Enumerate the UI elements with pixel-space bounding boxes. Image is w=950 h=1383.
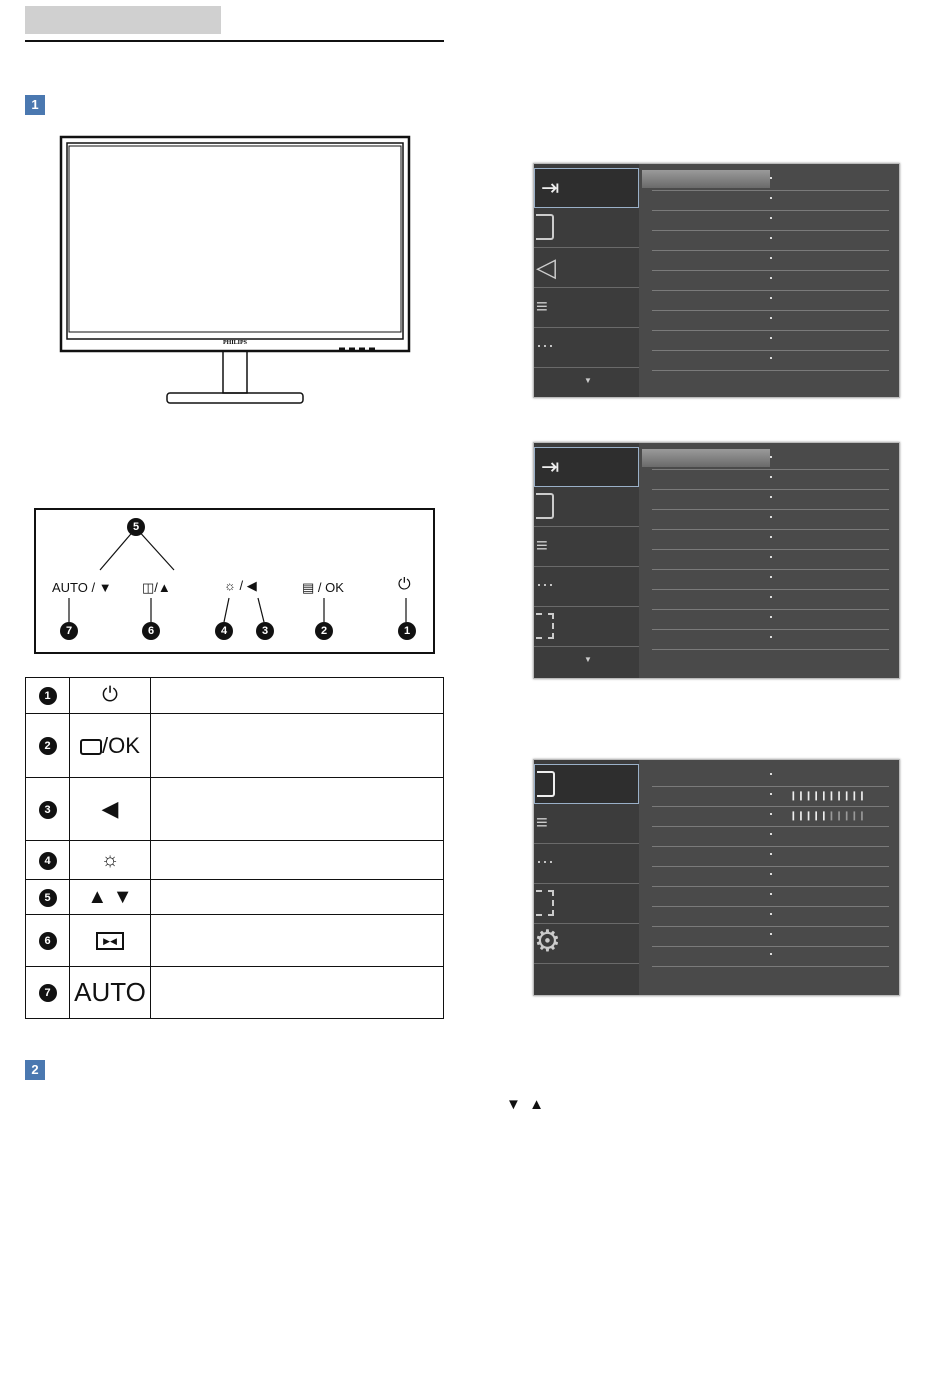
monitor-illustration xyxy=(55,130,415,410)
osd-picture-item[interactable] xyxy=(534,208,639,248)
osd-picture-item[interactable] xyxy=(534,764,639,804)
picture-icon xyxy=(536,493,554,519)
speaker-icon: ◁ xyxy=(536,252,556,282)
button-panel xyxy=(34,508,435,654)
language-icon: ⋯ xyxy=(536,336,554,356)
osd-color-item[interactable] xyxy=(534,527,639,567)
color-icon: ≡ xyxy=(536,812,548,834)
left-arrow-icon: ◀ xyxy=(246,578,257,593)
table-row: 2 /OK xyxy=(26,714,444,778)
osd-picture-item[interactable] xyxy=(534,487,639,527)
brightness-left-button[interactable]: ☼ / ◀ xyxy=(224,578,257,593)
scroll-down-icon[interactable]: ▼ xyxy=(584,655,592,664)
language-icon: ⋯ xyxy=(536,575,554,595)
osd-language-item[interactable] xyxy=(534,844,639,884)
osd-setting-item[interactable] xyxy=(534,884,639,924)
osd-color-item[interactable] xyxy=(534,804,639,844)
picture-icon xyxy=(537,771,555,797)
down-arrow-icon: ▼ xyxy=(98,580,112,595)
wide-format-icon: ◫ xyxy=(142,580,155,595)
brightness-level-bar[interactable]: ❙❙❙❙❙❙❙❙❙❙ xyxy=(790,789,867,802)
osd-audio-item[interactable] xyxy=(534,248,639,288)
power-icon: ⏻ xyxy=(70,678,151,714)
callout-5: 5 xyxy=(127,518,145,536)
table-row: 1 ⏻ xyxy=(26,678,444,714)
wide-format-icon: ▶◀ xyxy=(70,915,151,967)
brightness-icon: ☼ xyxy=(224,578,236,593)
table-row: 6 ▶◀ xyxy=(26,915,444,967)
callout-3: 3 xyxy=(256,622,274,640)
menu-icon: ▤ xyxy=(302,580,315,595)
menu-ok-button[interactable]: ▤ / OK xyxy=(302,580,344,595)
power-button[interactable] xyxy=(398,576,411,594)
up-down-arrows-icon: ▲ ▼ xyxy=(70,880,151,915)
color-icon: ≡ xyxy=(536,296,548,318)
table-row: 4 ☼ xyxy=(26,841,444,880)
section-badge-2: 2 xyxy=(25,1060,45,1080)
osd-menu-3 xyxy=(533,759,900,996)
table-row: 7 AUTO xyxy=(26,967,444,1019)
osd-color-item[interactable] xyxy=(534,288,639,328)
down-up-arrows-icon: ▼ ▲ xyxy=(506,1096,545,1113)
format-up-button[interactable]: ◫/▲ xyxy=(142,580,171,595)
section-badge-1: 1 xyxy=(25,95,45,115)
callout-2: 2 xyxy=(315,622,333,640)
brightness-icon: ☼ xyxy=(70,841,151,880)
table-row: 3 ◀ xyxy=(26,778,444,841)
callout-7: 7 xyxy=(60,622,78,640)
picture-icon xyxy=(536,214,554,240)
osd-language-item[interactable] xyxy=(534,567,639,607)
color-icon: ≡ xyxy=(536,535,548,557)
osd-setting-icon xyxy=(536,613,554,639)
auto-text-icon: AUTO xyxy=(70,967,151,1019)
osd-setting-icon xyxy=(536,890,554,916)
header-tab xyxy=(25,6,221,34)
header-rule xyxy=(25,40,444,42)
osd-menu-2 xyxy=(533,442,900,679)
osd-setting-item[interactable] xyxy=(534,607,639,647)
osd-language-item[interactable] xyxy=(534,328,639,368)
language-icon: ⋯ xyxy=(536,852,554,872)
callout-1: 1 xyxy=(398,622,416,640)
osd-menu-1 xyxy=(533,163,900,398)
key-table xyxy=(25,677,444,1019)
left-arrow-icon: ◀ xyxy=(70,778,151,841)
power-icon: ⏻ xyxy=(398,576,411,593)
osd-input-item[interactable] xyxy=(534,168,639,208)
osd-input-item[interactable] xyxy=(534,447,639,487)
menu-ok-icon: /OK xyxy=(70,714,151,778)
monitor-brand: PHILIPS xyxy=(222,340,248,346)
input-icon: ⇥ xyxy=(541,175,560,200)
input-icon: ⇥ xyxy=(541,454,560,479)
scroll-down-icon[interactable]: ▼ xyxy=(584,376,592,385)
up-arrow-icon: ▲ xyxy=(157,580,171,595)
auto-down-button[interactable]: AUTO / ▼ xyxy=(52,580,112,595)
contrast-level-bar[interactable]: ❙❙❙❙❙❙❙❙❙❙ xyxy=(790,809,867,822)
gear-icon: ⚙ xyxy=(534,925,561,958)
osd-setup-item[interactable] xyxy=(534,924,639,964)
table-row: 5 ▲ ▼ xyxy=(26,880,444,915)
callout-6: 6 xyxy=(142,622,160,640)
callout-4: 4 xyxy=(215,622,233,640)
